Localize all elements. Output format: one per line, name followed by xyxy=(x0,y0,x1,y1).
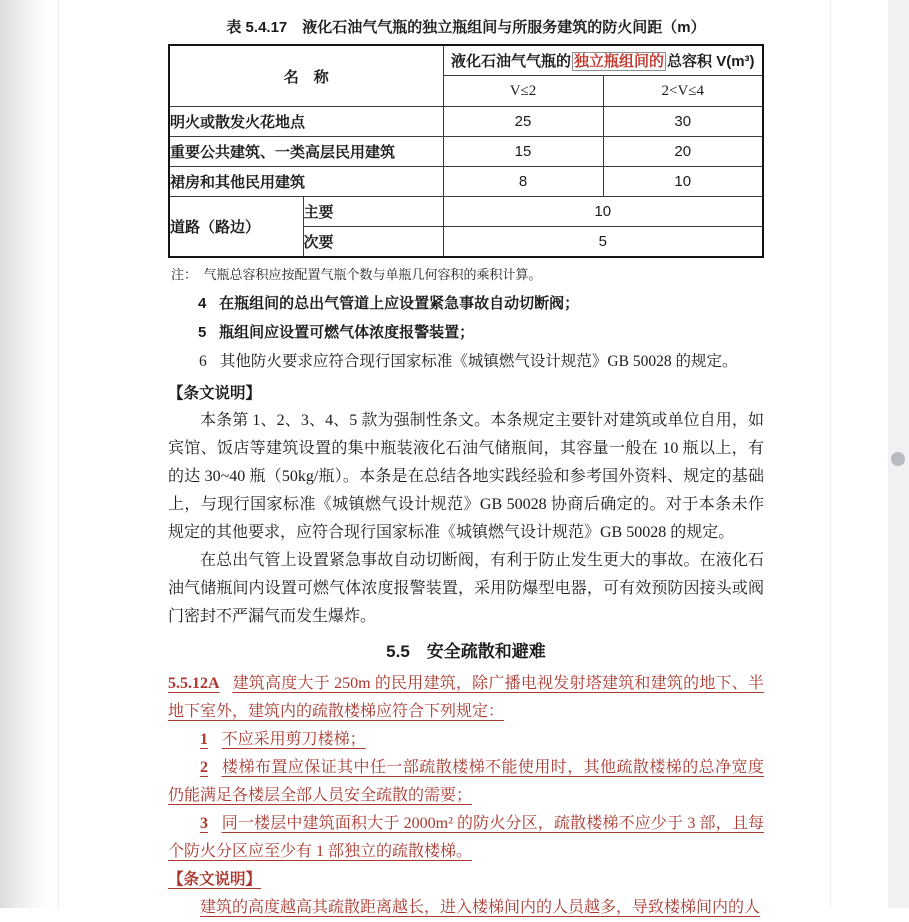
document-page xyxy=(168,16,764,922)
clause-item-6 xyxy=(168,347,764,376)
road-row-label: 道路（路边） xyxy=(169,197,303,258)
clause-item-4 xyxy=(168,289,764,318)
red-item-number: 3 xyxy=(200,815,208,832)
red-item-text: 楼梯布置应保证其中任一部疏散楼梯不能使用时，其他疏散楼梯的总净宽度仍能满足各楼层全部人员安全疏散的需要； xyxy=(168,759,764,804)
page-right-edge xyxy=(830,0,831,908)
table-caption: 表 5.4.17 液化石油气气瓶的独立瓶组间与所服务建筑的防火间距（m） xyxy=(226,19,706,36)
clause-item-5 xyxy=(168,318,764,347)
red-item-number: 1 xyxy=(200,731,208,748)
clause-item-number: 6 xyxy=(199,353,207,370)
red-explanation-heading: 【条文说明】 xyxy=(168,871,262,888)
table-row xyxy=(169,107,763,137)
cell-value: 10 xyxy=(443,197,763,227)
explanation-paragraph: 在总出气管上设置紧急事故自动切断阀，有利于防止发生更大的事故。在液化石油气储瓶间内设置可燃气体浓度报警装置，采用防爆型电器，可有效预防因接头或阀门密封不严漏气而发生爆炸。 xyxy=(168,552,764,625)
table-row xyxy=(169,167,763,197)
column-header-name: 名 称 xyxy=(169,45,443,107)
red-item-text: 不应采用剪刀楼梯； xyxy=(221,731,366,748)
cell-value: 25 xyxy=(443,107,603,137)
explanation-heading: 【条文说明】 xyxy=(168,385,262,402)
red-item-number: 2 xyxy=(200,759,208,776)
column-header-v-2-4: 2<V≤4 xyxy=(603,76,763,107)
red-item-2 xyxy=(168,754,764,810)
clause-item-text: 在瓶组间的总出气管道上应设置紧急事故自动切断阀； xyxy=(219,295,580,312)
capacity-highlight-box: 独立瓶组间的 xyxy=(574,53,665,70)
capacity-suffix: 总容积 V(m³) xyxy=(667,53,755,70)
row-label: 明火或散发火花地点 xyxy=(169,107,443,137)
explanation-paragraph: 本条第 1、2、3、4、5 款为强制性条文。本条规定主要针对建筑或单位自用，如宾馆、饭店等建筑设置的集中瓶装液化石油气储瓶间，其容量一般在 10 瓶以上，有的达 30~40 瓶（50kg/瓶）。本条是在总结各地实践经验和参考国外资料、规定的基础上，与现行国家标准《城镇燃气设计规范》GB 50028 协商后确定的。对于本条未作规定的其他要求，应符合现行国家标准《城镇燃气设计规范》GB 50028 的规定。 xyxy=(168,412,764,541)
red-clause-text: 建筑高度大于 250m 的民用建筑，除广播电视发射塔建筑和建筑的地下、半地下室外，建筑内的疏散楼梯应符合下列规定： xyxy=(168,675,764,720)
table-row xyxy=(169,137,763,167)
cell-value: 10 xyxy=(603,167,763,197)
red-explanation-paragraph: 建筑的高度越高其疏散距离越长，进入楼梯间内的人员越多，导致楼梯间内的人 xyxy=(200,899,761,916)
table-note: 注： 气瓶总容积应按配置气瓶个数与单瓶几何容积的乘积计算。 xyxy=(171,267,542,282)
cell-value: 8 xyxy=(443,167,603,197)
road-sub-label: 次要 xyxy=(303,227,443,258)
scrollbar-thumb[interactable] xyxy=(891,452,905,466)
fire-separation-table xyxy=(168,44,764,258)
cell-value: 20 xyxy=(603,137,763,167)
capacity-prefix: 液化石油气气瓶的 xyxy=(451,53,572,70)
column-header-v-le-2: V≤2 xyxy=(443,76,603,107)
row-label: 重要公共建筑、一类高层民用建筑 xyxy=(169,137,443,167)
cell-value: 5 xyxy=(443,227,763,258)
clause-items xyxy=(168,289,764,376)
row-label: 裙房和其他民用建筑 xyxy=(169,167,443,197)
red-clause-number: 5.5.12A xyxy=(168,675,220,692)
red-item-3 xyxy=(168,810,764,866)
clause-item-text: 其他防火要求应符合现行国家标准《城镇燃气设计规范》GB 50028 的规定。 xyxy=(219,353,738,370)
clause-item-number: 4 xyxy=(198,295,207,312)
road-sub-label: 主要 xyxy=(303,197,443,227)
red-clause-5-5-12A xyxy=(168,670,764,726)
column-header-capacity xyxy=(443,45,763,76)
section-heading: 5.5 安全疏散和避难 xyxy=(386,642,546,661)
red-item-text: 同一楼层中建筑面积大于 2000m² 的防火分区，疏散楼梯不应少于 3 部，且每个防火分区应至少有 1 部独立的疏散楼梯。 xyxy=(168,815,764,860)
clause-item-text: 瓶组间应设置可燃气体浓度报警装置； xyxy=(219,324,475,341)
cell-value: 30 xyxy=(603,107,763,137)
table-row xyxy=(169,197,763,227)
page-left-shadow xyxy=(0,0,59,908)
red-item-1 xyxy=(168,726,764,754)
cell-value: 15 xyxy=(443,137,603,167)
clause-item-number: 5 xyxy=(198,324,207,341)
scrollbar-track[interactable] xyxy=(888,0,909,908)
